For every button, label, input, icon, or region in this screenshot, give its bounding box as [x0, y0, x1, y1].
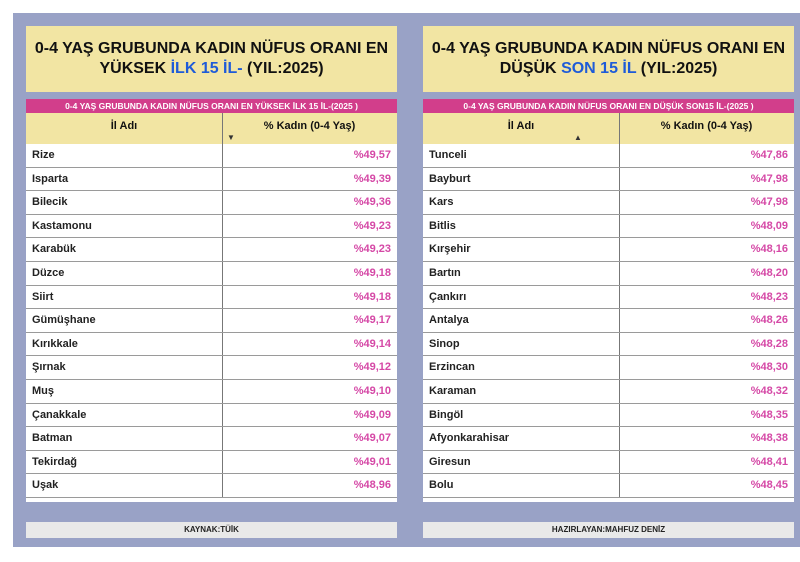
source-footer: KAYNAK:TÜİK	[26, 522, 397, 538]
female-percent-value: %48,09	[750, 219, 788, 232]
female-percent-value: %47,86	[750, 149, 788, 161]
column-header-percent[interactable]: % Kadın (0-4 Yaş)	[660, 120, 753, 132]
female-percent-value: %48,45	[750, 479, 788, 492]
column-divider	[619, 380, 620, 403]
sort-descending-icon[interactable]: ▼	[227, 133, 235, 142]
female-percent-value: %49,18	[353, 266, 391, 279]
province-name: Batman	[32, 432, 73, 445]
column-divider	[222, 356, 223, 379]
title-text: 0-4 YAŞ GRUBUNDA KADIN NÜFUS ORANI EN YÜKSEK	[34, 40, 389, 77]
female-percent-value: %48,23	[750, 290, 788, 303]
column-divider	[222, 191, 223, 214]
column-divider	[619, 356, 620, 379]
table-row	[423, 474, 794, 498]
female-percent-value: %47,98	[750, 172, 788, 185]
table-row	[423, 144, 794, 168]
province-name: Siirt	[32, 290, 54, 303]
table-body	[423, 144, 794, 498]
province-name: Giresun	[429, 455, 471, 468]
table-subtitle: 0-4 YAŞ GRUBUNDA KADIN NÜFUS ORANI EN DÜŞÜK SON15 İL-(2025 )	[423, 99, 794, 113]
table-row	[26, 262, 397, 286]
table-row	[26, 286, 397, 310]
column-divider	[222, 451, 223, 474]
table-row	[423, 333, 794, 357]
female-percent-value: %49,07	[353, 432, 391, 445]
table-row	[423, 356, 794, 380]
female-percent-value: %49,14	[353, 337, 391, 350]
table-row	[26, 215, 397, 239]
table-row	[423, 168, 794, 192]
column-divider	[619, 451, 620, 474]
female-percent-value: %48,30	[750, 361, 788, 374]
province-name: Çanakkale	[32, 408, 87, 421]
author-footer: HAZIRLAYAN:MAHFUZ DENİZ	[423, 522, 794, 538]
province-name: Bilecik	[32, 196, 68, 209]
province-name: Rize	[32, 149, 55, 161]
female-percent-value: %49,39	[353, 172, 391, 185]
province-name: Kırşehir	[429, 243, 471, 256]
column-divider	[222, 427, 223, 450]
table-row	[26, 404, 397, 428]
table-header	[423, 113, 794, 144]
column-divider	[619, 427, 620, 450]
column-divider	[619, 333, 620, 356]
province-name: Bitlis	[429, 219, 456, 232]
female-percent-value: %49,12	[353, 361, 391, 374]
table-row	[26, 474, 397, 498]
panel-title	[26, 26, 397, 92]
province-name: Gümüşhane	[32, 314, 96, 327]
title-text: 0-4 YAŞ GRUBUNDA KADIN NÜFUS ORANI EN DÜŞÜK	[431, 40, 786, 77]
female-percent-value: %47,98	[750, 196, 788, 209]
column-header-province[interactable]: İl Adı	[26, 113, 223, 144]
female-percent-value: %49,36	[353, 196, 391, 209]
table-row	[26, 380, 397, 404]
province-name: Bartın	[429, 266, 461, 279]
column-header-province[interactable]: İl Adı	[423, 113, 620, 144]
table-row	[423, 309, 794, 333]
female-percent-value: %49,23	[353, 243, 391, 256]
female-percent-value: %48,28	[750, 337, 788, 350]
province-name: Kırıkkale	[32, 337, 78, 350]
column-divider	[222, 262, 223, 285]
column-divider	[222, 309, 223, 332]
female-percent-value: %48,41	[750, 455, 788, 468]
column-divider	[619, 404, 620, 427]
province-name: Tekirdağ	[32, 455, 78, 468]
province-name: Afyonkarahisar	[429, 432, 510, 445]
female-percent-value: %48,96	[353, 479, 391, 492]
province-name: Çankırı	[429, 290, 467, 303]
column-divider	[222, 168, 223, 191]
table-row	[26, 356, 397, 380]
table-row	[423, 215, 794, 239]
female-percent-value: %48,32	[750, 384, 788, 397]
female-percent-value: %49,09	[353, 408, 391, 421]
table-row	[26, 144, 397, 168]
column-divider	[619, 262, 620, 285]
panel-title	[423, 26, 794, 92]
column-divider	[619, 168, 620, 191]
table-row	[423, 380, 794, 404]
column-divider	[619, 474, 620, 497]
table-row	[423, 191, 794, 215]
province-name: Tunceli	[429, 149, 467, 161]
province-name: Erzincan	[429, 361, 475, 374]
column-divider	[619, 309, 620, 332]
province-name: Bolu	[429, 479, 454, 492]
female-percent-value: %49,01	[353, 455, 391, 468]
title-year: (YIL:2025)	[636, 60, 718, 77]
table-row	[423, 262, 794, 286]
column-divider	[222, 215, 223, 238]
province-name: Uşak	[32, 479, 59, 492]
table-row	[423, 238, 794, 262]
female-percent-value: %48,16	[750, 243, 788, 256]
province-name: Düzce	[32, 266, 65, 279]
sort-ascending-icon[interactable]: ▲	[574, 133, 582, 142]
table-row	[423, 427, 794, 451]
province-name: Isparta	[32, 172, 69, 185]
right-panel	[410, 13, 800, 547]
table-header	[26, 113, 397, 144]
title-highlight: SON 15 İL	[561, 60, 637, 77]
province-name: Bayburt	[429, 172, 471, 185]
female-percent-value: %48,20	[750, 266, 788, 279]
province-name: Muş	[32, 384, 54, 397]
column-divider	[619, 238, 620, 261]
province-name: Kastamonu	[32, 219, 92, 232]
table-row	[26, 451, 397, 475]
title-year: (YIL:2025)	[242, 60, 324, 77]
column-divider	[619, 286, 620, 309]
table-row	[26, 168, 397, 192]
table-row	[26, 191, 397, 215]
female-percent-value: %49,17	[353, 314, 391, 327]
left-panel	[13, 13, 410, 547]
column-divider	[222, 144, 223, 167]
province-name: Karaman	[429, 384, 477, 397]
female-percent-value: %49,23	[353, 219, 391, 232]
table-row	[26, 309, 397, 333]
female-percent-value: %49,10	[353, 384, 391, 397]
province-name: Karabük	[32, 243, 77, 256]
table-row	[26, 333, 397, 357]
title-highlight: İLK 15 İL-	[170, 60, 243, 77]
table-row	[423, 404, 794, 428]
female-percent-value: %48,38	[750, 432, 788, 445]
column-divider	[619, 144, 620, 167]
province-name: Sinop	[429, 337, 460, 350]
female-percent-value: %49,18	[353, 290, 391, 303]
column-divider	[222, 404, 223, 427]
table-row	[26, 427, 397, 451]
province-name: Kars	[429, 196, 454, 209]
female-percent-value: %49,57	[353, 149, 391, 161]
table-row	[423, 451, 794, 475]
table-body	[26, 144, 397, 498]
column-divider	[222, 286, 223, 309]
female-percent-value: %48,35	[750, 408, 788, 421]
table-subtitle: 0-4 YAŞ GRUBUNDA KADIN NÜFUS ORANI EN YÜKSEK İLK 15 İL-(2025 )	[26, 99, 397, 113]
data-table	[26, 113, 397, 502]
province-name: Şırnak	[32, 361, 66, 374]
province-name: Bingöl	[429, 408, 464, 421]
column-divider	[222, 380, 223, 403]
data-table	[423, 113, 794, 502]
table-row	[423, 286, 794, 310]
table-row	[26, 238, 397, 262]
column-divider	[619, 215, 620, 238]
column-header-percent[interactable]: % Kadın (0-4 Yaş)	[263, 120, 356, 132]
female-percent-value: %48,26	[750, 314, 788, 327]
column-divider	[222, 333, 223, 356]
province-name: Antalya	[429, 314, 469, 327]
column-divider	[222, 238, 223, 261]
column-divider	[222, 474, 223, 497]
column-divider	[619, 191, 620, 214]
